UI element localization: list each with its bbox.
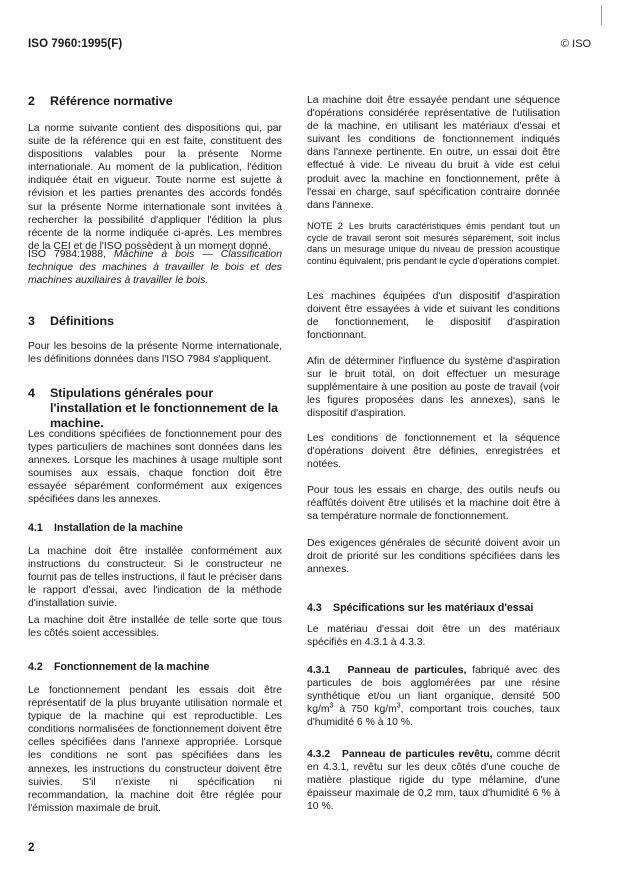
- scan-artifact-line: [601, 5, 602, 25]
- section-title: Stipulations générales pour l'installation et le fonctionnement de la machine.: [50, 386, 279, 430]
- paragraph: La machine doit être installée de telle sorte que tous les côtés soient accessibles.: [28, 615, 282, 640]
- right-paragraph-influence: [307, 355, 560, 420]
- section-4-3-2: [307, 748, 560, 813]
- right-paragraph-aspiration: [307, 290, 560, 342]
- right-paragraph-tools: [307, 484, 560, 523]
- section-4-1-paragraph-1: [28, 545, 282, 610]
- term: Panneau de particules,: [347, 665, 467, 676]
- paragraph: Les machines équipées d'un dispositif d'aspiration doivent être essayées à vide et suivant les conditions de fonctionnement, le dispositif d'aspiration fonctionnant.: [307, 291, 560, 342]
- page-number: 2: [28, 842, 35, 854]
- section-4-2-heading: [28, 661, 282, 674]
- definition-text: fabriqué avec des particules de bois agglomérées par une résine synthétique et/ou un liant organique, densité 500 kg/m: [307, 665, 560, 716]
- subsection-number: 4.3.2: [307, 749, 331, 760]
- section-4-3-1: [307, 664, 560, 729]
- paragraph: Les conditions spécifiées de fonctionnement pour des types particuliers de machines sont données dans les annexes. Lorsque les machines à usage multiple sont soumises aux essais, chaque fonction doit être essayée séparément conformément aux exigences spécifiées dans les annexes.: [28, 429, 282, 506]
- section-4-1-heading: [28, 522, 282, 535]
- section-title: Fonctionnement de la machine: [54, 661, 210, 673]
- definition-text: comme décrit en 4.3.1, revêtu sur les deux côtés d'une couche de matière plastique rigide du type mélamine, d'une épaisseur maximale de 0,2 mm, taux d'humidité 6 % à 10 %.: [307, 749, 560, 813]
- section-3-paragraph: [28, 340, 282, 366]
- section-title: Spécifications sur les matériaux d'essai: [333, 602, 534, 614]
- paragraph: Les conditions de fonctionnement et la séquence d'opérations doivent être définies, enregistrées et notées.: [307, 433, 560, 471]
- section-4-heading: [28, 386, 282, 431]
- section-title: Définitions: [50, 314, 115, 328]
- right-paragraph-1: [307, 94, 560, 212]
- paragraph: Pour tous les essais en charge, des outils neufs ou réaffûtés doivent être utilisés et la machine doit être à sa température normale de fonctionnement.: [307, 485, 560, 523]
- section-number: 3: [28, 314, 35, 328]
- paragraph: La norme suivante contient des dispositions qui, par suite de la référence qui en est faite, constituent des dispositions valables pour la présente Norme internationale. Au moment de la publication, l'édition indiquée était en vigueur. Toute norme est sujette à révision et les parties prenantes des accords fondés sur la présente Norme internationale sont invitées à rechercher la possibilité d'appliquer l'édition la plus récente de la norme indiquée ci-après. Les membres de la CEI et de l'ISO possèdent à un moment donné.: [28, 123, 282, 252]
- section-number: 4.2: [28, 661, 43, 673]
- note-2: [307, 221, 560, 267]
- section-number: 4: [28, 386, 35, 400]
- copyright-mark: © ISO: [561, 38, 592, 50]
- term: Panneau de particules revêtu,: [342, 749, 493, 760]
- subsection-number: 4.3.1: [307, 665, 331, 676]
- reference-id: ISO 7984:1988,: [28, 249, 106, 260]
- section-4-3-paragraph: [307, 623, 560, 649]
- document-id: ISO 7960:1995(F): [28, 38, 123, 50]
- section-title: Installation de la machine: [54, 522, 183, 534]
- paragraph: Afin de déterminer l'influence du système d'aspiration sur le bruit total, on doit effectuer un mesurage supplémentaire à une position au poste de travail (voir les figures proposées dans les annexes), sans le dispositif d'aspiration.: [307, 356, 560, 420]
- section-4-1-paragraph-2: [28, 614, 282, 640]
- section-2-heading: [28, 94, 282, 109]
- section-4-3-heading: [307, 602, 560, 615]
- paragraph: La machine doit être essayée pendant une séquence d'opérations considérée représentative de l'utilisation de la machine, en utilisant les matériaux d'essai et suivant les conditions de fonctionnement indiqués dans l'annexe pertinente. En outre, un essai doit être effectué à vide. Le niveau du bruit à vide est celui produit avec la machine en fonctionnement, prête à l'essai en charge, sauf spécification contraire donnée dans l'annexe.: [307, 95, 560, 211]
- right-paragraph-conditions: [307, 432, 560, 471]
- section-title: Référence normative: [50, 94, 173, 108]
- definition-text: , comportant trois couches, taux d'humidité 6 % à 10 %.: [307, 704, 560, 729]
- paragraph: Des exigences générales de sécurité doivent avoir un droit de priorité sur les conditions spécifiées dans les annexes.: [307, 538, 560, 576]
- right-paragraph-safety: [307, 537, 560, 576]
- section-number: 4.1: [28, 522, 43, 534]
- definition-text: à 750 kg/m: [333, 704, 397, 716]
- note-label: NOTE 2: [307, 221, 343, 231]
- paragraph: Le matériau d'essai doit être un des matériaux spécifiés en 4.3.1 à 4.3.3.: [307, 624, 560, 649]
- section-number: 4.3: [307, 602, 322, 614]
- reference-title: Machine à bois — Classification technique des machines à travailler le bois et des machines auxiliaires à travailler le bois.: [28, 249, 282, 287]
- superscript: 3: [329, 702, 334, 710]
- paragraph: La machine doit être installée conformément aux instructions du constructeur. Si le constructeur ne fournit pas de telles instructions, il faut le préciser dans le rapport d'essai, avec l'indication de la méthode d'installation suivie.: [28, 546, 282, 610]
- paragraph: Le fonctionnement pendant les essais doit être représentatif de la plus bruyante utilisation normale et typique de la machine qui est reproductible. Les conditions normalisées de fonctionnement doivent être celles spécifiées dans l'annexe appropriée. Lorsque les conditions ne sont pas spécifiées dans les annexes, les instructions du constructeur doivent être suivies. S'il n'existe ni spécification ni recommandation, la machine doit être réglée pour l'émission maximale de bruit.: [28, 685, 282, 814]
- superscript: 3: [396, 702, 401, 710]
- normative-reference: [28, 248, 282, 287]
- note-text: Les bruits caractéristiques émis pendant tout un cycle de travail seront soit mesurés séparément, soit inclus dans un mesurage unique du niveau de pression acoustique continu équivalent, pris pendant le cycle d'opérations complet.: [307, 221, 560, 266]
- section-4-2-paragraph: [28, 684, 282, 815]
- paragraph: Pour les besoins de la présente Norme internationale, les définitions données dans l'ISO 7984 s'appliquent.: [28, 341, 282, 366]
- section-number: 2: [28, 94, 35, 108]
- section-4-paragraph: [28, 428, 282, 507]
- section-3-heading: [28, 314, 282, 329]
- section-2-paragraph: [28, 122, 282, 253]
